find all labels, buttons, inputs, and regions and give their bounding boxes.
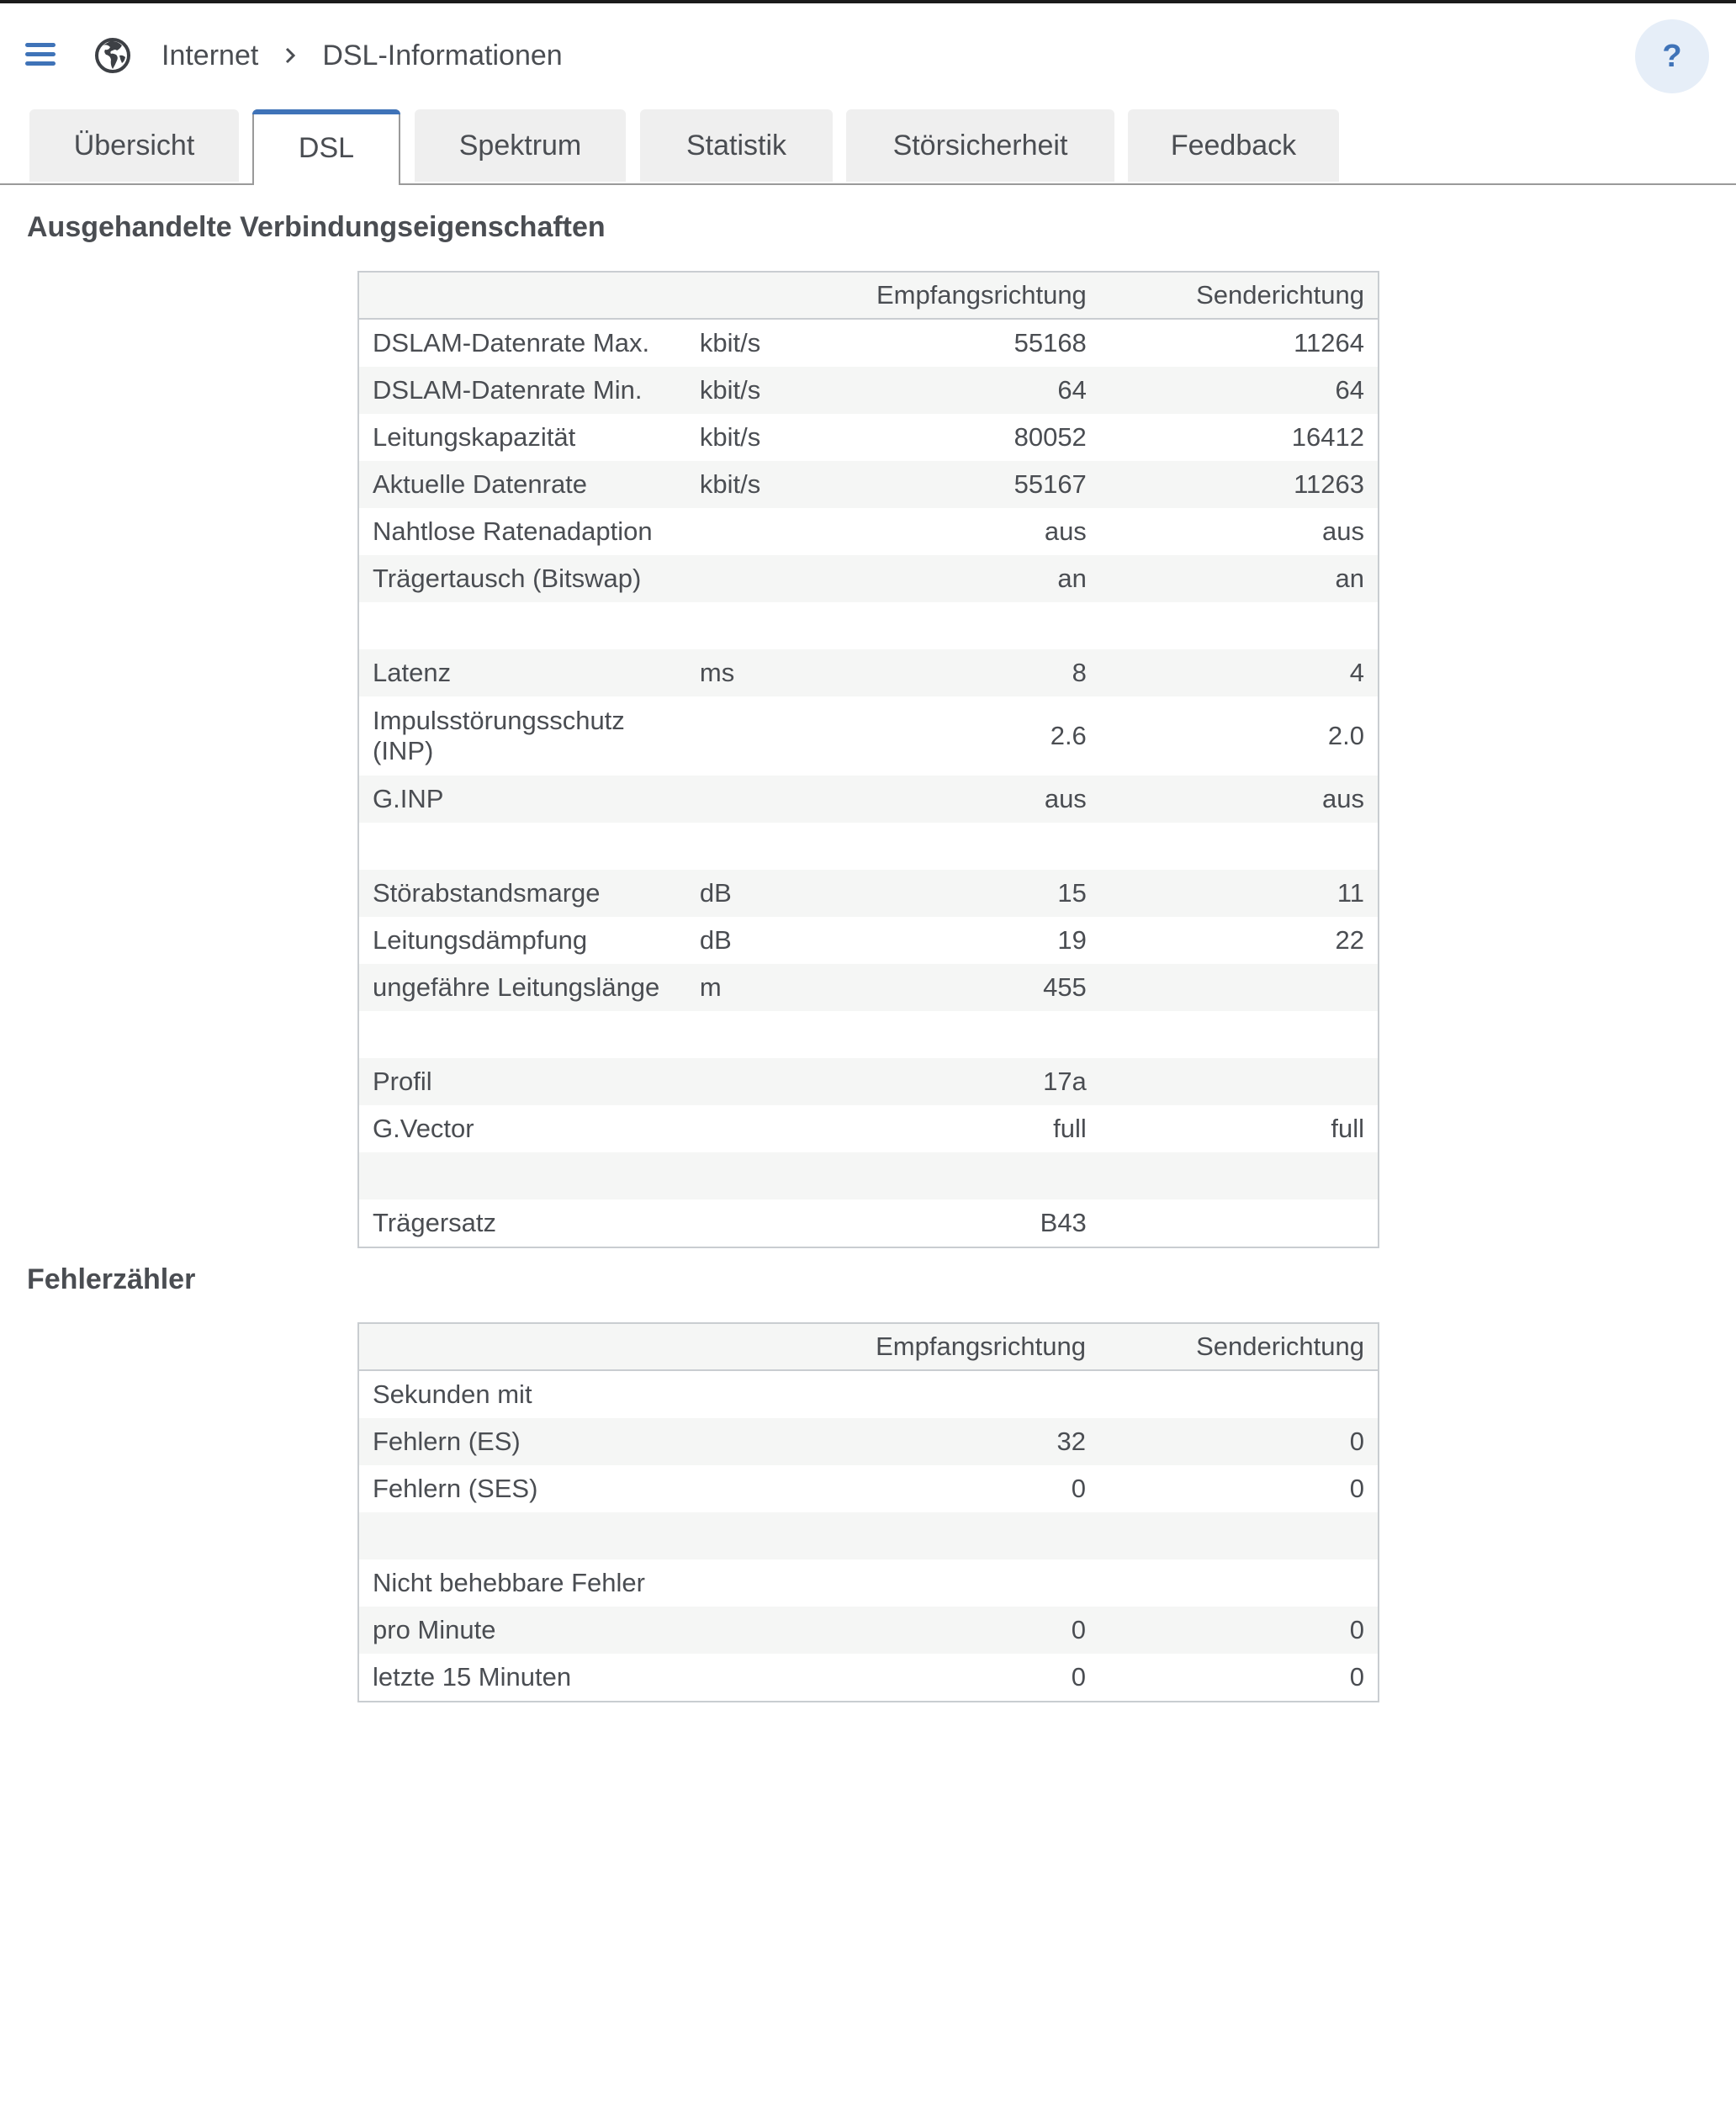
table-row: [358, 964, 1379, 1011]
row-label: Impulsstörungsschutz (INP): [373, 706, 625, 765]
row-label: [358, 1011, 686, 1058]
row-unit: [686, 823, 863, 870]
table-row: [358, 461, 1379, 508]
table-row: [358, 1559, 1379, 1607]
row-value-tx: 11264: [1294, 328, 1364, 357]
row-unit: kbit/s: [699, 328, 761, 357]
hamburger-menu-icon[interactable]: [24, 39, 57, 71]
table-row: [358, 870, 1379, 917]
row-label: Nicht behebbare Fehler: [373, 1568, 645, 1597]
row-value-rx: an: [863, 555, 1100, 602]
row-unit: m: [686, 964, 863, 1011]
row-value-rx: 17a: [863, 1058, 1100, 1105]
row-unit: [686, 1105, 863, 1152]
row-unit: ms: [686, 649, 863, 696]
help-icon: ?: [1662, 38, 1682, 74]
row-label: Fehlern (ES): [358, 1418, 685, 1465]
row-label: [358, 1152, 686, 1199]
table-spacer-row: [358, 1512, 1379, 1559]
row-label: [358, 1512, 685, 1559]
header-unit: [686, 272, 863, 319]
section-title-connection: Ausgehandelte Verbindungseigenschaften: [27, 211, 606, 243]
row-value-tx: 22: [1335, 925, 1364, 955]
row-value-rx: full: [1053, 1114, 1087, 1143]
row-value-tx: full: [1331, 1114, 1364, 1143]
row-value-rx: [863, 1152, 1100, 1199]
row-value-tx: 16412: [1291, 422, 1364, 452]
row-label: G.Vector: [373, 1114, 474, 1143]
row-unit: [685, 1654, 862, 1702]
row-value-rx: 55167: [863, 461, 1100, 508]
row-unit: [686, 776, 863, 823]
window-top-border: [0, 0, 1736, 3]
row-value-tx: [1100, 823, 1379, 870]
table-row: [358, 508, 1379, 555]
row-unit: kbit/s: [699, 422, 761, 452]
row-label: ungefähre Leitungslänge: [358, 964, 686, 1011]
help-button[interactable]: [1635, 19, 1709, 93]
row-unit: [686, 1011, 863, 1058]
row-value-tx: 0: [1099, 1418, 1379, 1465]
row-unit: [686, 508, 863, 555]
row-value-rx: 0: [1071, 1662, 1086, 1692]
row-unit: [685, 1559, 862, 1607]
table-spacer-row: [358, 823, 1379, 870]
row-value-rx: [863, 1011, 1100, 1058]
row-label: Trägersatz: [373, 1208, 497, 1237]
table-row: [358, 1370, 1379, 1418]
row-value-tx: [1099, 1370, 1379, 1418]
error-counter-table: [357, 1322, 1379, 1702]
breadcrumb-item-internet[interactable]: Internet: [161, 39, 259, 71]
row-unit: [686, 1058, 863, 1105]
row-label: Fehlern (SES): [373, 1474, 538, 1503]
row-label: Sekunden mit: [373, 1379, 532, 1409]
row-value-tx: [1100, 602, 1379, 649]
row-value-rx: [863, 602, 1100, 649]
table-row: [358, 367, 1379, 414]
row-label: Leitungsdämpfung: [373, 925, 588, 955]
breadcrumb-item-current: DSL-Informationen: [322, 39, 563, 71]
row-value-tx: an: [1100, 555, 1379, 602]
row-value-tx: 0: [1099, 1607, 1379, 1654]
table-row: [358, 776, 1379, 823]
row-label: DSLAM-Datenrate Max.: [373, 328, 650, 357]
row-value-tx: 0: [1349, 1662, 1364, 1692]
row-label: DSLAM-Datenrate Min.: [358, 367, 686, 414]
section-title-errors: Fehlerzähler: [27, 1263, 196, 1295]
row-value-rx: 32: [862, 1418, 1099, 1465]
header-label: [358, 1323, 685, 1370]
table-spacer-row: [358, 602, 1379, 649]
row-value-rx: 2.6: [1050, 721, 1087, 750]
row-value-tx: [1099, 1512, 1379, 1559]
row-value-tx: aus: [1100, 776, 1379, 823]
row-value-rx: aus: [1044, 516, 1087, 546]
row-unit: [686, 1152, 863, 1199]
row-unit: kbit/s: [686, 461, 863, 508]
row-label: Profil: [358, 1058, 686, 1105]
globe-icon: [94, 37, 131, 74]
table-row: [358, 1058, 1379, 1105]
table-row: [358, 1418, 1379, 1465]
table-spacer-row: [358, 1011, 1379, 1058]
row-value-rx: 55168: [1014, 328, 1087, 357]
row-unit: [685, 1512, 862, 1559]
table-row: [358, 414, 1379, 461]
tab-stoersicherheit[interactable]: Störsicherheit: [846, 109, 1114, 182]
header-unit: [685, 1323, 862, 1370]
table-row: [358, 1105, 1379, 1152]
header-rx: Empfangsrichtung: [863, 272, 1100, 319]
table-row: [358, 1607, 1379, 1654]
header-label: [358, 272, 686, 319]
row-label: Latenz: [358, 649, 686, 696]
row-value-rx: 455: [863, 964, 1100, 1011]
table-header-row: [358, 272, 1379, 319]
row-value-tx: aus: [1322, 516, 1364, 546]
header-tx: Senderichtung: [1099, 1323, 1379, 1370]
row-value-rx: B43: [1040, 1208, 1087, 1237]
breadcrumb: [161, 37, 563, 74]
row-label: Nahtlose Ratenadaption: [373, 516, 653, 546]
row-unit: [686, 602, 863, 649]
header-rx: Empfangsrichtung: [862, 1323, 1099, 1370]
tab-uebersicht[interactable]: Übersicht: [29, 109, 239, 182]
row-value-tx: [1100, 964, 1379, 1011]
chevron-right-icon: [280, 37, 302, 74]
row-label: letzte 15 Minuten: [373, 1662, 572, 1692]
row-value-rx: 15: [863, 870, 1100, 917]
table-row: [358, 319, 1379, 367]
row-value-tx: 11263: [1100, 461, 1379, 508]
row-value-tx: 4: [1100, 649, 1379, 696]
connection-table: [357, 271, 1379, 1248]
row-unit: [686, 555, 863, 602]
tab-spektrum[interactable]: Spektrum: [415, 109, 626, 182]
header-tx: Senderichtung: [1100, 272, 1379, 319]
tab-statistik[interactable]: Statistik: [640, 109, 833, 182]
row-value-tx: [1100, 1152, 1379, 1199]
table-row: [358, 1199, 1379, 1247]
table-row: [358, 555, 1379, 602]
row-value-tx: [1100, 1058, 1379, 1105]
tab-dsl[interactable]: DSL: [252, 109, 400, 185]
row-value-rx: 0: [1071, 1474, 1086, 1503]
row-value-rx: 0: [862, 1607, 1099, 1654]
row-value-rx: aus: [863, 776, 1100, 823]
tab-feedback[interactable]: Feedback: [1128, 109, 1339, 182]
row-unit: kbit/s: [686, 367, 863, 414]
tab-bar: [0, 109, 1736, 185]
row-value-rx: 8: [863, 649, 1100, 696]
row-value-tx: 0: [1349, 1474, 1364, 1503]
table-row: [358, 917, 1379, 964]
row-value-rx: 80052: [1014, 422, 1087, 452]
row-label: Störabstandsmarge: [358, 870, 686, 917]
row-unit: dB: [699, 925, 732, 955]
row-value-tx: [1099, 1559, 1379, 1607]
row-label: Trägertausch (Bitswap): [358, 555, 686, 602]
table-row: [358, 1465, 1379, 1512]
row-unit: [686, 1199, 863, 1247]
row-label: Leitungskapazität: [373, 422, 576, 452]
row-value-rx: [863, 823, 1100, 870]
row-value-rx: [862, 1512, 1099, 1559]
table-row: [358, 1654, 1379, 1702]
row-value-rx: [862, 1370, 1099, 1418]
row-unit: [685, 1370, 862, 1418]
row-unit: [686, 696, 863, 776]
row-label: pro Minute: [358, 1607, 685, 1654]
row-value-tx: [1100, 1199, 1379, 1247]
row-value-tx: [1100, 1011, 1379, 1058]
row-unit: dB: [686, 870, 863, 917]
row-label: Aktuelle Datenrate: [358, 461, 686, 508]
row-value-tx: 2.0: [1327, 721, 1364, 750]
row-unit: [685, 1607, 862, 1654]
row-label: G.INP: [358, 776, 686, 823]
row-unit: [685, 1465, 862, 1512]
row-value-tx: 64: [1100, 367, 1379, 414]
table-spacer-row: [358, 1152, 1379, 1199]
row-unit: [685, 1418, 862, 1465]
table-row: [358, 649, 1379, 696]
row-value-rx: [862, 1559, 1099, 1607]
table-row: [358, 696, 1379, 776]
row-label: [358, 823, 686, 870]
row-value-rx: 19: [1057, 925, 1087, 955]
row-value-tx: 11: [1100, 870, 1379, 917]
table-header-row: [358, 1323, 1379, 1370]
row-value-rx: 64: [863, 367, 1100, 414]
row-label: [358, 602, 686, 649]
